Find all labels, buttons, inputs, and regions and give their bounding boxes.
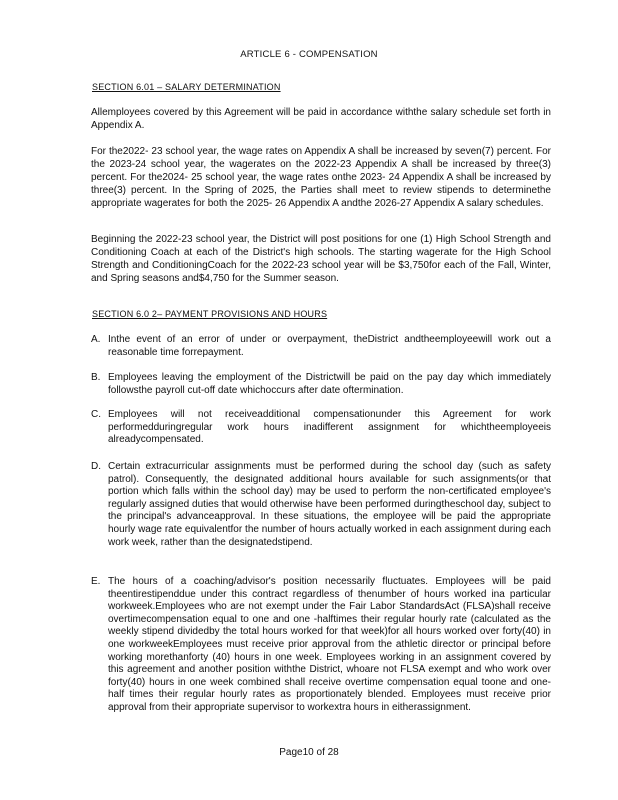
list-item — [91, 372, 551, 397]
list-item-text: Employees will not receiveadditional compensationunder this Agreement for work performedduringregular work hours inadifferent assignment for whichtheemployeeis alreadycompensated. — [108, 409, 551, 446]
article-title: ARTICLE 6 - COMPENSATION — [240, 49, 378, 60]
paragraph: Beginning the 2022-23 school year, the District will post positions for one (1) High School Strength and Conditioning Coach at each of the District's high schools. The starting wagerate for the High School Strength and ConditioningCoach for the 2022-23 school year will be $3,750for each of the Fall, Winter, and Spring seasons and$4,750 for the Summer season. — [91, 234, 551, 284]
paragraph: Allemployees covered by this Agreement will be paid in accordance withthe salary schedule set forth in Appendix A. — [91, 107, 551, 131]
list-item-text: The hours of a coaching/advisor's position necessarily fluctuates. Employees will be paid theentirestipenddue under this contract regardless of thenumber of hours worked ina particular workweek.Employees who are not exempt under the Fair Labor StandardsAct (FLSA)shall receive overtimecompensation equal to one and one -halftimes their regular hourly rate (calculated as the weekly stipend dividedby the total hours worked for that week)for all hours worked over forty(40) in one workweekEmployees must receive prior approval from the athletic director or principal before working morethanforty (40) hours in one week. Employees working in an assignment covered by this agreement and another position withthe District, whoare not FLSA exempt and who work over forty(40) hours in one week combined shall receive overtime compensation equal toone and one- half times their regular hourly rates as proportionately blended. Employees must receive prior approval from their appropriate supervisor to workextra hours in eitherassignment. — [108, 576, 551, 713]
section-heading-6-01: SECTION 6.01 – SALARY DETERMINATION — [92, 82, 281, 92]
list-item-label: E. — [91, 576, 101, 587]
page-number: Page10 of 28 — [279, 747, 339, 758]
list-item — [91, 334, 551, 359]
list-item — [91, 409, 551, 447]
list-item-text: Certain extracurricular assignments must be performed during the school day (such as safety patrol). Consequently, the designated additional hours available for such assignments(or that portion which falls within the school day) may be used to perform the non-certificated employee's regularly assigned duties that would otherwise have been performed duringtheschool day, subject to the principal's advanceapproval. In these situations, the employee will be paid the appropriate hourly wage rate equivalentfor the number of hours actually worked in each assignment during each work week, rather than the designatedstipend. — [108, 461, 551, 548]
list-item-text: Employees leaving the employment of the Districtwill be paid on the pay day which immediately followsthe payroll cut-off date whichoccurs after date oftermination. — [108, 372, 551, 396]
list-item-label: A. — [91, 334, 101, 345]
list-item — [91, 576, 551, 715]
section-heading-6-02: SECTION 6.0 2– PAYMENT PROVISIONS AND HOURS — [92, 309, 328, 319]
list-item-label: D. — [91, 461, 101, 472]
list-item-text: Inthe event of an error of under or overpayment, theDistrict andtheemployeewill work out a reasonable time forrepayment. — [108, 334, 551, 358]
list-item-label: C. — [91, 409, 101, 420]
list-item — [91, 461, 551, 549]
paragraph: For the2022- 23 school year, the wage rates on Appendix A shall be increased by seven(7) percent. For the 2023-24 school year, the wagerates on the 2022-23 Appendix A shall be increased by three(3) percent. For the2024- 25 school year, the wage rates onthe 2023- 24 Appendix A shall be increased by three(3) percent. In the Spring of 2025, the Parties shall meet to review stipends to determinethe appropriate wagerates for both the 2025- 26 Appendix A andthe 2026-27 Appendix A salary schedules. — [91, 146, 551, 209]
list-item-label: B. — [91, 372, 101, 383]
